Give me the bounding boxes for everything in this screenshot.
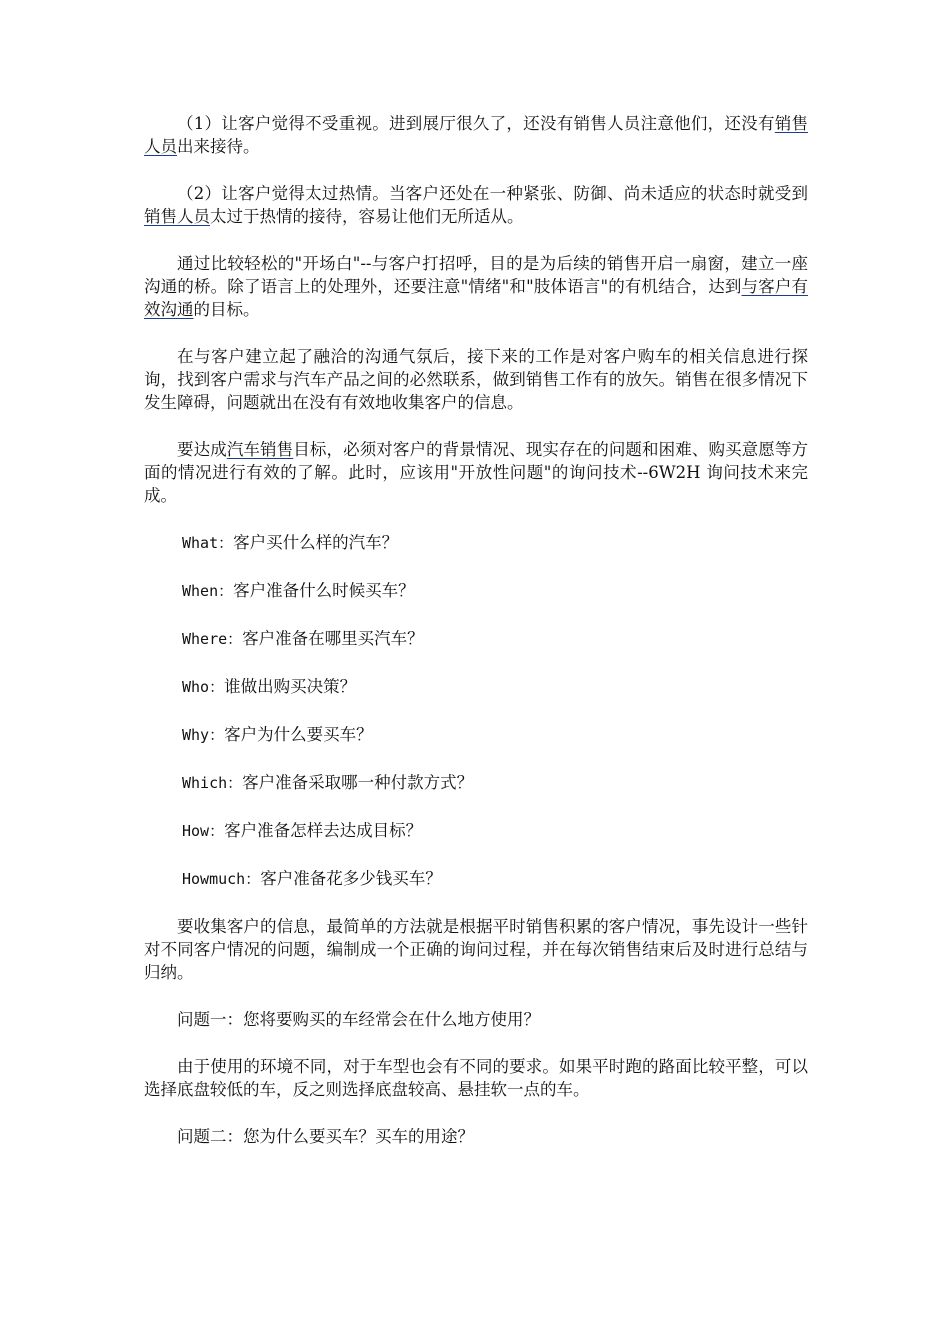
paragraph-text: 通过比较轻松的"开场白"--与客户打招呼，目的是为后续的销售开启一扇窗，建立一座沟通的桥。除了语言上的处理外，还要注意"情绪"和"肢体语言"的有机结合，达到 <box>144 254 808 296</box>
question-key: Why： <box>182 726 225 744</box>
question-key: What： <box>182 534 234 552</box>
question-key: Who： <box>182 678 225 696</box>
paragraph-8: 由于使用的环境不同，对于车型也会有不同的要求。如果平时跑的路面比较平整，可以选择底盘较低的车，反之则选择底盘较高、悬挂软一点的车。 <box>144 1057 808 1099</box>
question-key: Howmuch： <box>182 870 261 888</box>
question-where <box>144 627 808 651</box>
question-key: Which： <box>182 774 243 792</box>
question-text: 客户准备采取哪一种付款方式？ <box>242 773 474 792</box>
link-sales-staff[interactable]: 销售人员 <box>144 114 809 156</box>
document-body <box>144 112 808 1172</box>
paragraph-4: 在与客户建立起了融洽的沟通气氛后，接下来的工作是对客户购车的相关信息进行探询，找到客户需求与汽车产品之间的必然联系，做到销售工作有的放矢。销售在很多情况下发生障碍，问题就出在没有有效地收集客户的信息。 <box>144 347 808 412</box>
paragraph-9: 问题二：您为什么要买车？买车的用途？ <box>177 1127 474 1146</box>
question-text: 谁做出购买决策？ <box>224 677 357 696</box>
paragraph-6: 要收集客户的信息，最简单的方法就是根据平时销售积累的客户情况，事先设计一些针对不同客户情况的问题，编制成一个正确的询问过程，并在每次销售结束后及时进行总结与归纳。 <box>144 917 808 982</box>
question-who <box>144 675 808 699</box>
question-when <box>144 579 808 603</box>
question-text: 客户准备在哪里买汽车？ <box>242 629 424 648</box>
paragraph-text: 太过于热情的接待，容易让他们无所适从。 <box>210 207 524 226</box>
paragraph-text: 出来接待。 <box>177 137 260 156</box>
paragraph-text: 要达成 <box>177 440 227 459</box>
question-why <box>144 723 808 747</box>
link-effective-communication[interactable]: 与客户有效沟通 <box>144 277 809 319</box>
link-car-sales[interactable]: 汽车销售 <box>226 440 294 459</box>
paragraph-7: 问题一：您将要购买的车经常会在什么地方使用？ <box>177 1010 540 1029</box>
question-key: Where： <box>182 630 243 648</box>
paragraph-text: 目标，必须对客户的背景情况、现实存在的问题和困难、购买意愿等方面的情况进行有效的了解。此时，应该用"开放性问题"的询问技术--6W2H 询问技术来完成。 <box>144 440 809 505</box>
question-text: 客户准备花多少钱买车？ <box>260 869 442 888</box>
paragraph-text: （1）让客户觉得不受重视。进到展厅很久了，还没有销售人员注意他们，还没有 <box>177 114 775 133</box>
question-which <box>144 771 808 795</box>
question-text: 客户为什么要买车？ <box>224 725 373 744</box>
paragraph-1 <box>144 112 808 158</box>
question-text: 客户买什么样的汽车？ <box>233 533 399 552</box>
question-key: How： <box>182 822 225 840</box>
paragraph-text: 的目标。 <box>193 300 260 319</box>
paragraph-text: （2）让客户觉得太过热情。当客户还处在一种紧张、防御、尚未适应的状态时就受到 <box>177 184 808 203</box>
question-how <box>144 819 808 843</box>
paragraph-5 <box>144 438 808 507</box>
link-sales-staff[interactable]: 销售人员 <box>144 207 210 226</box>
question-key: When： <box>182 582 234 600</box>
question-what <box>144 531 808 555</box>
question-text: 客户准备怎样去达成目标？ <box>224 821 423 840</box>
question-text: 客户准备什么时候买车？ <box>233 581 415 600</box>
question-howmuch <box>144 867 808 891</box>
paragraph-3 <box>144 252 808 321</box>
paragraph-2 <box>144 182 808 228</box>
